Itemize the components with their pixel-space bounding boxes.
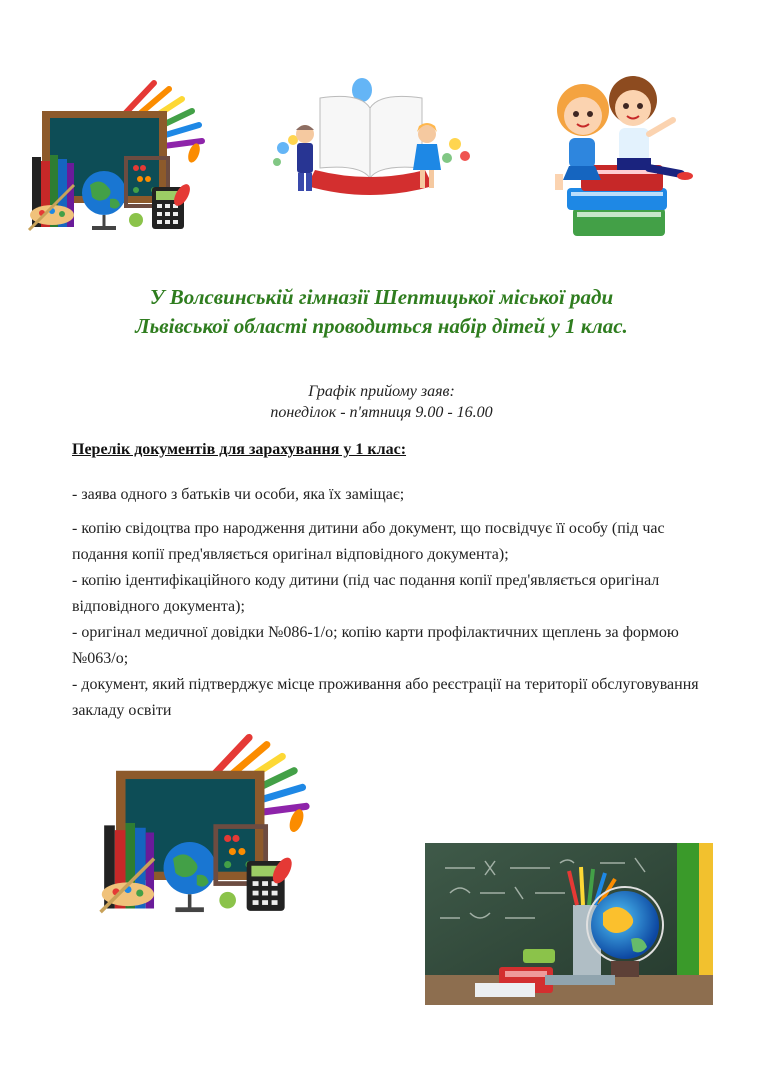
list-item: - копію свідоцтва про народження дитини або документ, що посвідчує її особу (під час подання копії пред'являється оригінал відповідного документа); bbox=[72, 520, 665, 563]
school-supplies-icon bbox=[24, 75, 209, 235]
school-supplies-illustration-bottom bbox=[92, 728, 317, 918]
open-book-illustration bbox=[265, 78, 475, 203]
headline-line-2: Львівської області проводиться набір дітей у 1 клас. bbox=[135, 314, 628, 338]
classroom-photo bbox=[425, 843, 713, 1005]
list-item: - заява одного з батьків чи особи, яка їх заміщає; bbox=[72, 486, 405, 503]
schedule-hours: понеділок - п'ятниця 9.00 - 16.00 bbox=[270, 404, 493, 421]
application-schedule bbox=[0, 381, 763, 423]
classroom-globe-photo-icon bbox=[425, 843, 713, 1005]
documents-heading: Перелік документів для зарахування у 1 клас: bbox=[72, 441, 407, 458]
list-item: - копію ідентифікаційного коду дитини (під час подання копії пред'являється оригінал відповідного документа); bbox=[72, 572, 660, 615]
school-supplies-icon bbox=[92, 728, 317, 918]
list-item: - документ, який підтверджує місце проживання або реєстрації на території обслуговування закладу освіти bbox=[72, 676, 699, 719]
open-book-children-icon bbox=[265, 78, 475, 203]
list-item: - оригінал медичної довідки №086-1/о; копію карти профілактичних щеплень за формою №063/о; bbox=[72, 624, 679, 667]
announcement-headline bbox=[0, 283, 763, 341]
children-on-books-illustration bbox=[545, 70, 695, 245]
schedule-title: Графік прийому заяв: bbox=[308, 383, 455, 400]
headline-line-1: У Волсвинській гімназії Шептицької міської ради bbox=[149, 285, 614, 309]
school-supplies-illustration-top bbox=[24, 75, 209, 235]
documents-list bbox=[72, 482, 702, 724]
children-on-books-icon bbox=[545, 70, 695, 245]
